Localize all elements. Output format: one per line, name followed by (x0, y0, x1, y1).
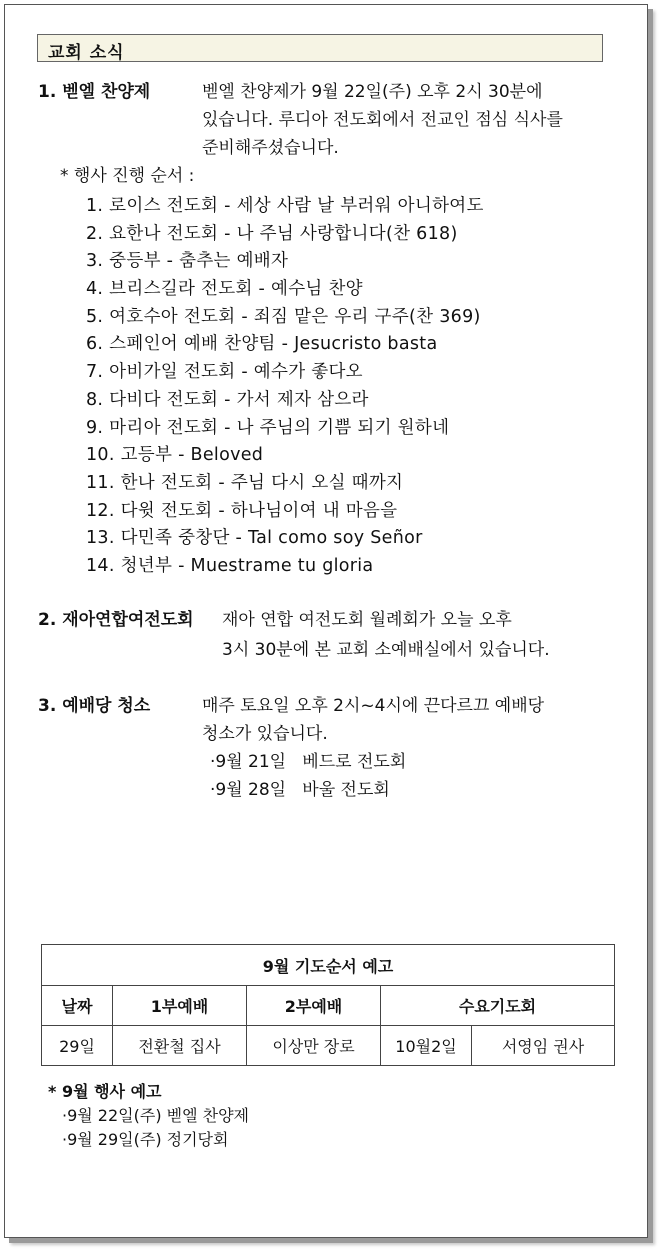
item3-desc-line: 청소가 있습니다. (202, 724, 328, 744)
item2-desc-line: 3시 30분에 본 교회 소예배실에서 있습니다. (222, 640, 550, 660)
item1-label: 1. 벧엘 찬양제 (38, 82, 151, 102)
program-item: 6. 스페인어 예배 찬양팀 - Jesucristo basta (86, 334, 438, 355)
program-item: 7. 아비가일 전도회 - 예수가 좋다오 (86, 362, 363, 383)
program-item: 1. 로이스 전도회 - 세상 사람 날 부러워 아니하여도 (86, 196, 484, 216)
item1-desc-line: 벧엘 찬양제가 9월 22일(주) 오후 2시 30분에 (202, 82, 543, 102)
section-title: 교회 소식 (48, 43, 125, 63)
event-item: ·9월 29일(주) 정기당회 (62, 1130, 229, 1149)
item2-desc-line: 재아 연합 여전도회 월례회가 오늘 오후 (222, 610, 512, 630)
header-service2: 2부예배 (247, 986, 381, 1026)
program-item: 8. 다비다 전도회 - 가서 제자 삼으라 (86, 389, 369, 410)
item3-desc-line: 매주 토요일 오후 2시~4시에 끈다르끄 예배당 (202, 696, 545, 716)
table-title: 9월 기도순서 예고 (42, 945, 615, 986)
header-date: 날짜 (42, 986, 113, 1026)
cell-wed-leader: 서영임 권사 (472, 1026, 615, 1066)
prayer-order-table (41, 944, 615, 1066)
program-item: 12. 다윗 전도회 - 하나님이여 내 마음을 (86, 500, 398, 521)
program-order-heading: * 행사 진행 순서 : (60, 166, 195, 186)
cleaning-schedule-item: ·9월 21일 베드로 전도회 (210, 752, 407, 772)
section-title-box (37, 34, 603, 62)
cell-date: 29일 (42, 1026, 113, 1066)
program-list (86, 192, 484, 580)
item1-desc-line: 준비해주셨습니다. (202, 138, 339, 158)
cleaning-schedule-item: ·9월 28일 바울 전도회 (210, 780, 390, 800)
program-item: 4. 브리스길라 전도회 - 예수님 찬양 (86, 279, 363, 300)
table-title-row (42, 945, 615, 986)
cell-wed-date: 10월2일 (381, 1026, 472, 1066)
program-item: 11. 한나 전도회 - 주님 다시 오실 때까지 (86, 472, 404, 493)
events-heading: * 9월 행사 예고 (48, 1082, 162, 1101)
program-item: 10. 고등부 - Beloved (86, 445, 264, 466)
cell-service2: 이상만 장로 (247, 1026, 381, 1066)
table-row (42, 1026, 615, 1066)
item1-desc-line: 있습니다. 루디아 전도회에서 전교인 점심 식사를 (202, 110, 563, 130)
program-item: 14. 청년부 - Muestrame tu gloria (86, 555, 374, 576)
program-item: 13. 다민족 중창단 - Tal como soy Señor (86, 528, 423, 549)
program-item: 5. 여호수아 전도회 - 죄짐 맡은 우리 구주(찬 369) (86, 306, 481, 327)
program-item: 2. 요한나 전도회 - 나 주님 사랑합니다(찬 618) (86, 223, 458, 244)
item2-label: 2. 재아연합여전도회 (38, 610, 194, 630)
header-service1: 1부예배 (113, 986, 247, 1026)
table-header-row (42, 986, 615, 1026)
event-item: ·9월 22일(주) 벧엘 찬양제 (62, 1106, 250, 1125)
item3-label: 3. 예배당 청소 (38, 696, 151, 716)
header-wednesday: 수요기도회 (381, 986, 615, 1026)
program-item: 9. 마리아 전도회 - 나 주님의 기쁨 되기 원하네 (86, 417, 450, 438)
cell-service1: 전환철 집사 (113, 1026, 247, 1066)
program-item: 3. 중등부 - 춤추는 예배자 (86, 251, 289, 272)
